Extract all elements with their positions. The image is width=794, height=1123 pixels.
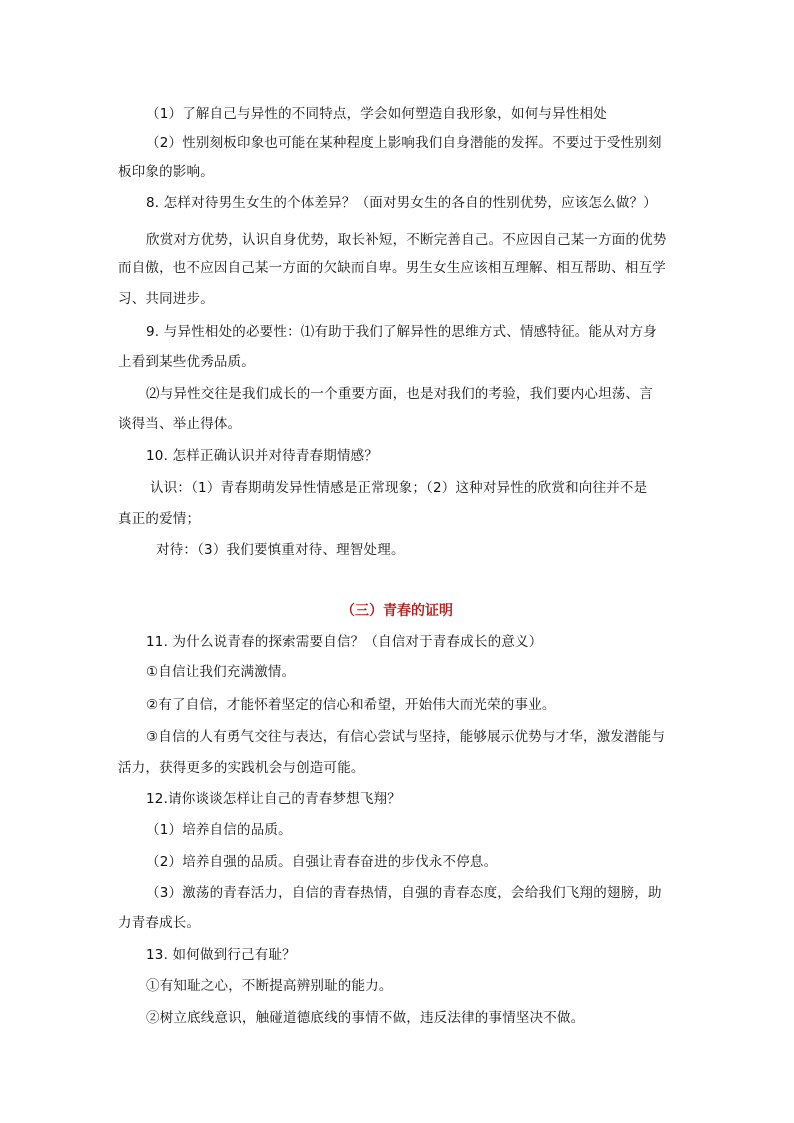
text-line: ③自信的人有勇气交往与表达，有信心尝试与坚持，能够展示优势与才华，激发潜能与: [146, 729, 666, 745]
text-line: （2）培养自强的品质。自强让青春奋进的步伐永不停息。: [146, 854, 498, 870]
text-line: ①自信让我们充满激情。: [146, 664, 296, 680]
text-line: 8. 怎样对待男生女生的个体差异？（面对男女生的各自的性别优势，应该怎么做？）: [146, 195, 657, 211]
text-line: 12.请你谈谈怎样让自己的青春梦想飞翔？: [146, 791, 401, 807]
text-line: ⑵与异性交往是我们成长的一个重要方面，也是对我们的考验，我们要内心坦荡、言: [146, 386, 653, 402]
text-line: 13. 如何做到行己有耻？: [146, 947, 296, 963]
text-line: （1）培养自信的品质。: [146, 822, 292, 838]
text-line: 欣赏对方优势，认识自身优势，取长补短，不断完善自己。不应因自己某一方面的优势: [146, 232, 667, 248]
text-line: 活力，获得更多的实践机会与创造可能。: [118, 760, 365, 776]
text-line: 10. 怎样正确认识并对待青春期情感？: [146, 448, 379, 464]
text-line: ②树立底线意识，触碰道德底线的事情不做，违反法律的事情坚决不做。: [146, 1010, 585, 1026]
text-line: （3）激荡的青春活力，自信的青春热情，自强的青春态度，会给我们飞翔的翅膀，助: [146, 885, 662, 901]
text-line: 习、共同进步。: [118, 291, 214, 307]
text-line: 真正的爱情；: [118, 511, 201, 527]
text-line: 而自傲，也不应因自己某一方面的欠缺而自卑。男生女生应该相互理解、相互帮助、相互学: [118, 260, 666, 276]
text-line: 力青春成长。: [118, 915, 201, 931]
text-line: （2）性别刻板印象也可能在某种程度上影响我们自身潜能的发挥。不要过于受性别刻: [146, 135, 662, 151]
text-line: ②有了自信，才能怀着坚定的信心和希望，开始伟大而光荣的事业。: [146, 697, 556, 713]
text-line: 板印象的影响。: [118, 164, 214, 180]
text-line: 认识：（1）青春期萌发异性情感是正常现象；（2）这种对异性的欣赏和向往并不是: [150, 480, 648, 496]
section-heading: （三）青春的证明: [341, 603, 453, 619]
text-line: 对待：（3）我们要慎重对待、理智处理。: [156, 542, 405, 558]
text-line: 上看到某些优秀品质。: [118, 354, 255, 370]
text-line: 谈得当、举止得体。: [118, 416, 242, 432]
text-line: ①有知耻之心，不断提高辨别耻的能力。: [146, 978, 393, 994]
text-line: 11. 为什么说青春的探索需要自信？（自信对于青春成长的意义）: [146, 634, 543, 650]
text-line: （1）了解自己与异性的不同特点，学会如何塑造自我形象，如何与异性相处: [146, 106, 607, 122]
text-line: 9. 与异性相处的必要性：⑴有助于我们了解异性的思维方式、情感特征。能从对方身: [146, 324, 657, 340]
